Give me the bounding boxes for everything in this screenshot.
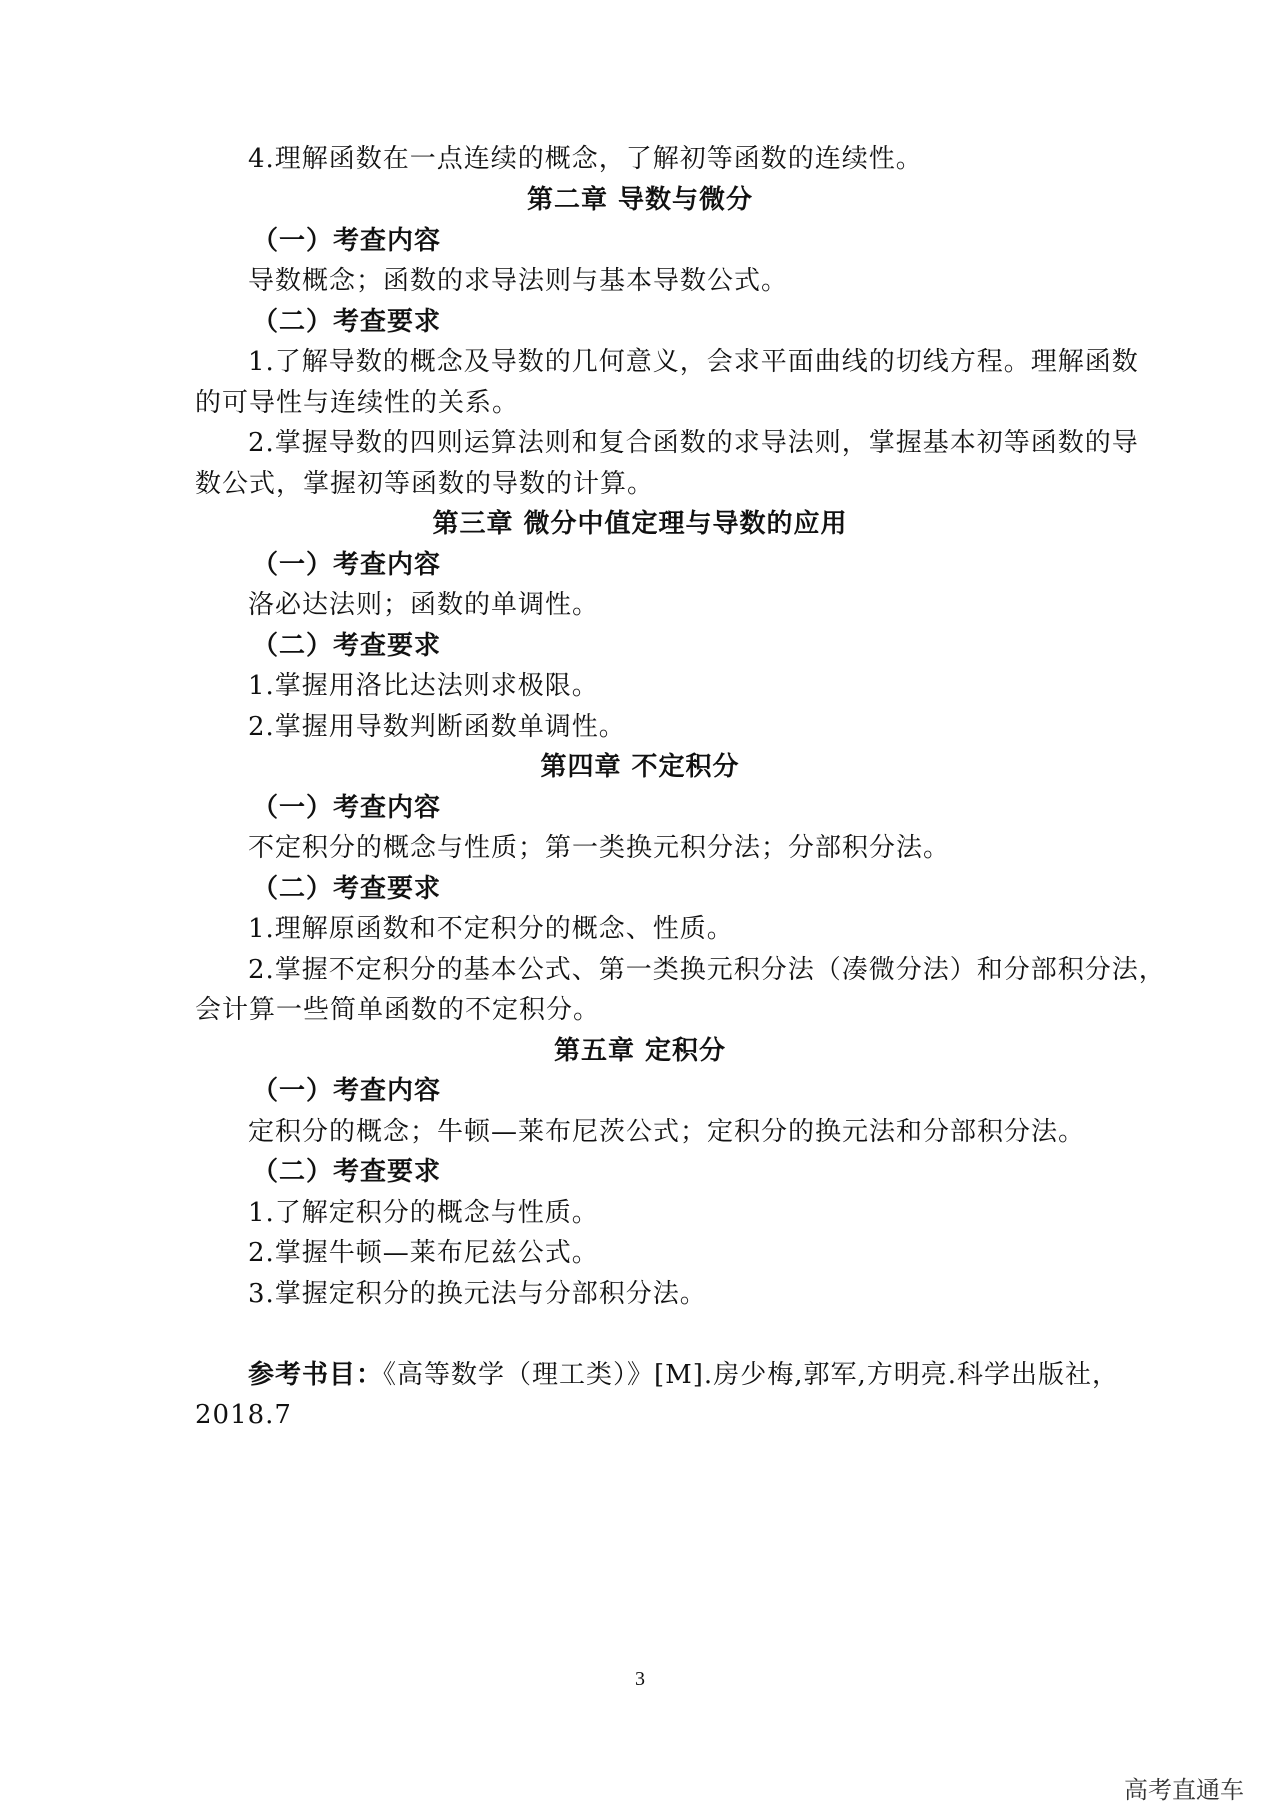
chapter-5-req-3: 3.掌握定积分的换元法与分部积分法。: [248, 1279, 707, 1309]
reference-year: 2018.7: [195, 1400, 292, 1430]
chapter-3-title: 第三章 微分中值定理与导数的应用: [432, 509, 848, 539]
chapter-2-content-heading: （一）考查内容: [252, 226, 442, 256]
chapter-3-req-2: 2.掌握用导数判断函数单调性。: [248, 712, 626, 742]
chapter-4-req-2a: 2.掌握不定积分的基本公式、第一类换元积分法（凑微分法）和分部积分法，: [248, 955, 1166, 985]
chapter-4-requirements-heading: （二）考查要求: [252, 874, 442, 904]
chapter-4-content-heading: （一）考查内容: [252, 793, 442, 823]
chapter-3-req-1: 1.掌握用洛比达法则求极限。: [248, 671, 599, 701]
chapter-4-title: 第四章 不定积分: [540, 752, 740, 782]
reference-label: 参考书目：: [248, 1360, 384, 1390]
chapter-4-req-1: 1.理解原函数和不定积分的概念、性质。: [248, 914, 734, 944]
chapter-5-req-1: 1.了解定积分的概念与性质。: [248, 1198, 599, 1228]
page-number: 3: [635, 1668, 645, 1690]
chapter-2-title: 第二章 导数与微分: [526, 185, 754, 215]
chapter-3-content: 洛必达法则；函数的单调性。: [248, 590, 600, 620]
chapter-2-requirements-heading: （二）考查要求: [252, 307, 442, 337]
chapter-2-req-1b: 的可导性与连续性的关系。: [195, 388, 520, 418]
chapter-5-req-2: 2.掌握牛顿—莱布尼兹公式。: [248, 1238, 599, 1268]
chapter-2-req-1a: 1.了解导数的概念及导数的几何意义，会求平面曲线的切线方程。理解函数: [248, 347, 1139, 377]
chapter-5-content: 定积分的概念；牛顿—莱布尼茨公式；定积分的换元法和分部积分法。: [248, 1117, 1086, 1147]
watermark: 高考直通车: [1124, 1776, 1244, 1804]
chapter-3-requirements-heading: （二）考查要求: [252, 631, 442, 661]
chapter-2-req-2b: 数公式，掌握初等函数的导数的计算。: [195, 469, 655, 499]
chapter-2-req-2a: 2.掌握导数的四则运算法则和复合函数的求导法则，掌握基本初等函数的导: [248, 428, 1139, 458]
continuity-item: 4.理解函数在一点连续的概念，了解初等函数的连续性。: [248, 144, 923, 174]
chapter-5-requirements-heading: （二）考查要求: [252, 1157, 442, 1187]
chapter-4-req-2b: 会计算一些简单函数的不定积分。: [195, 995, 601, 1025]
chapter-3-content-heading: （一）考查内容: [252, 550, 442, 580]
reference-text: 《高等数学（理工类）》[M].房少梅,郭军,方明亮.科学出版社，: [383, 1360, 1119, 1390]
reference-line: [248, 1358, 1119, 1392]
chapter-5-content-heading: （一）考查内容: [252, 1076, 442, 1106]
chapter-2-content: 导数概念；函数的求导法则与基本导数公式。: [248, 266, 789, 296]
chapter-4-content: 不定积分的概念与性质；第一类换元积分法；分部积分法。: [248, 833, 951, 863]
chapter-5-title: 第五章 定积分: [553, 1036, 727, 1066]
